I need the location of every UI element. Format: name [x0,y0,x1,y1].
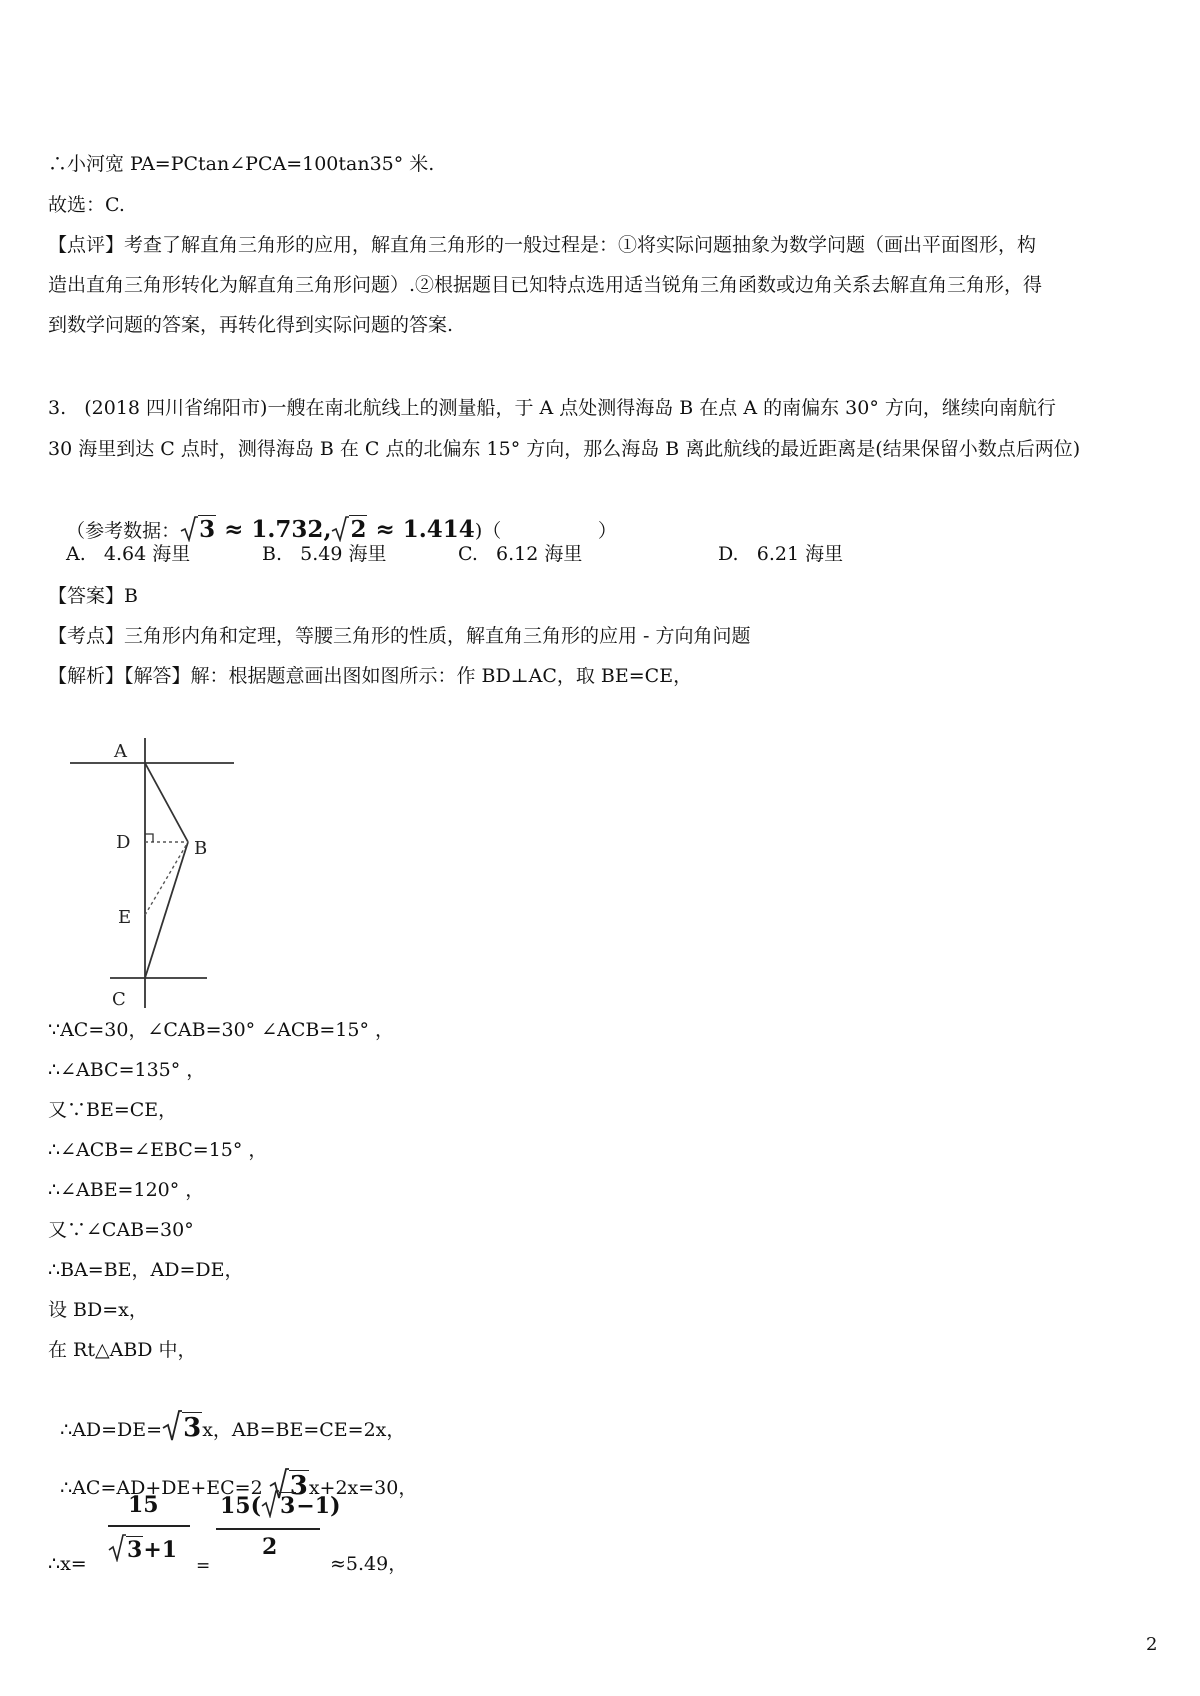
comment-line-2: 造出直角三角形转化为解直角三角形问题）.②根据题目已知特点选用适当锐角三角函数或边角关系去解直角三角形，得 [48,274,1043,296]
segment-bc [145,842,188,978]
fraction-1-bar [108,1525,190,1527]
reference-data-line [54,492,617,543]
fraction-1-numerator: 15 [128,1492,159,1518]
step-4: ∴∠ACB=∠EBC=15° ， [48,1139,268,1161]
fraction-2-numerator: 15( 3−1) [220,1490,341,1519]
answer-line: 【答案】B [48,585,138,607]
step-11: ∴AC=AD+DE+EC=2 3x+2x=30， [48,1444,417,1500]
fraction-1-denominator: 3+1 [108,1534,177,1563]
fraction-1 [106,1492,196,1582]
step-10: ∴AD=DE= 3x，AB=BE=CE=2x， [48,1386,405,1442]
reference-suffix: )（ ） [474,520,617,542]
comment-line-1: 【点评】考查了解直角三角形的应用，解直角三角形的一般过程是：①将实际问题抽象为数学问题（画出平面图形，构 [48,234,1037,256]
choice-line: 故选：C. [48,194,125,216]
fraction-2-bar [216,1528,320,1530]
step-2: ∴∠ABC=135° ， [48,1059,206,1081]
step-12 [48,1490,748,1580]
ref-separator: , [323,516,332,543]
step-1: ∵AC=30，∠CAB=30° ∠ACB=15° ， [48,1019,394,1041]
option-c: C. 6.12 海里 [458,543,583,565]
sqrt3-radical: 3 [162,1413,202,1443]
step-12-result: ≈5.49， [330,1553,408,1575]
fraction-2 [216,1490,341,1580]
label-d: D [116,832,131,853]
right-angle-icon [145,834,153,842]
step-8: 设 BD=x， [48,1299,148,1321]
question-line-2: 30 海里到达 C 点时，测得海岛 B 在 C 点的北偏东 15° 方向，那么海岛 B 离此航线的最近距离是(结果保留小数点后两位) [48,438,1081,460]
sqrt-sign-icon [108,1534,126,1562]
option-d: D. 6.21 海里 [718,543,844,565]
reference-prefix: （参考数据： [66,520,181,542]
step-6: 又∵∠CAB=30° [48,1219,194,1241]
fraction-2-denominator: 2 [262,1534,278,1560]
sqrt-sign-icon [180,516,198,542]
label-c: C [112,989,126,1010]
step-12-prefix: ∴x= [48,1553,87,1575]
sqrt3-value: 3 ≈ 1.732 [180,516,323,543]
label-b: B [194,838,208,859]
equals-sign: = [196,1556,211,1576]
question-line-1: 3. (2018 四川省绵阳市)一艘在南北航线上的测量船，于 A 点处测得海岛 B 在点 A 的南偏东 30° 方向，继续向南航行 [48,397,1056,419]
step-9: 在 Rt△ABD 中， [48,1339,197,1361]
sqrt-sign-icon [162,1410,182,1442]
option-b: B. 5.49 海里 [262,543,387,565]
sqrt-sign-icon [261,1490,279,1518]
label-e: E [118,907,132,928]
sqrt3-radical: 3 [269,1471,309,1501]
segment-be [145,842,188,915]
geometry-figure [60,730,250,1010]
step-3: 又∵BE=CE， [48,1099,178,1121]
sqrt2-value: 2 ≈ 1.414 [331,516,474,543]
option-a: A. 4.64 海里 [66,543,191,565]
segment-ab [145,763,188,842]
comment-line-3: 到数学问题的答案，再转化得到实际问题的答案. [48,314,454,336]
step-5: ∴∠ABE=120° ， [48,1179,205,1201]
conclusion-line: ∴小河宽 PA=PCtan∠PCA=100tan35° 米. [48,153,435,175]
page-number: 2 [1146,1634,1158,1655]
label-a: A [114,741,127,762]
sqrt-sign-icon [331,516,349,542]
knowledge-point-line: 【考点】三角形内角和定理，等腰三角形的性质，解直角三角形的应用 - 方向角问题 [48,625,751,647]
step-7: ∴BA=BE，AD=DE， [48,1259,244,1281]
analysis-line: 【解析】【解答】解：根据题意画出图如图所示：作 BD⊥AC，取 BE=CE， [48,665,693,687]
